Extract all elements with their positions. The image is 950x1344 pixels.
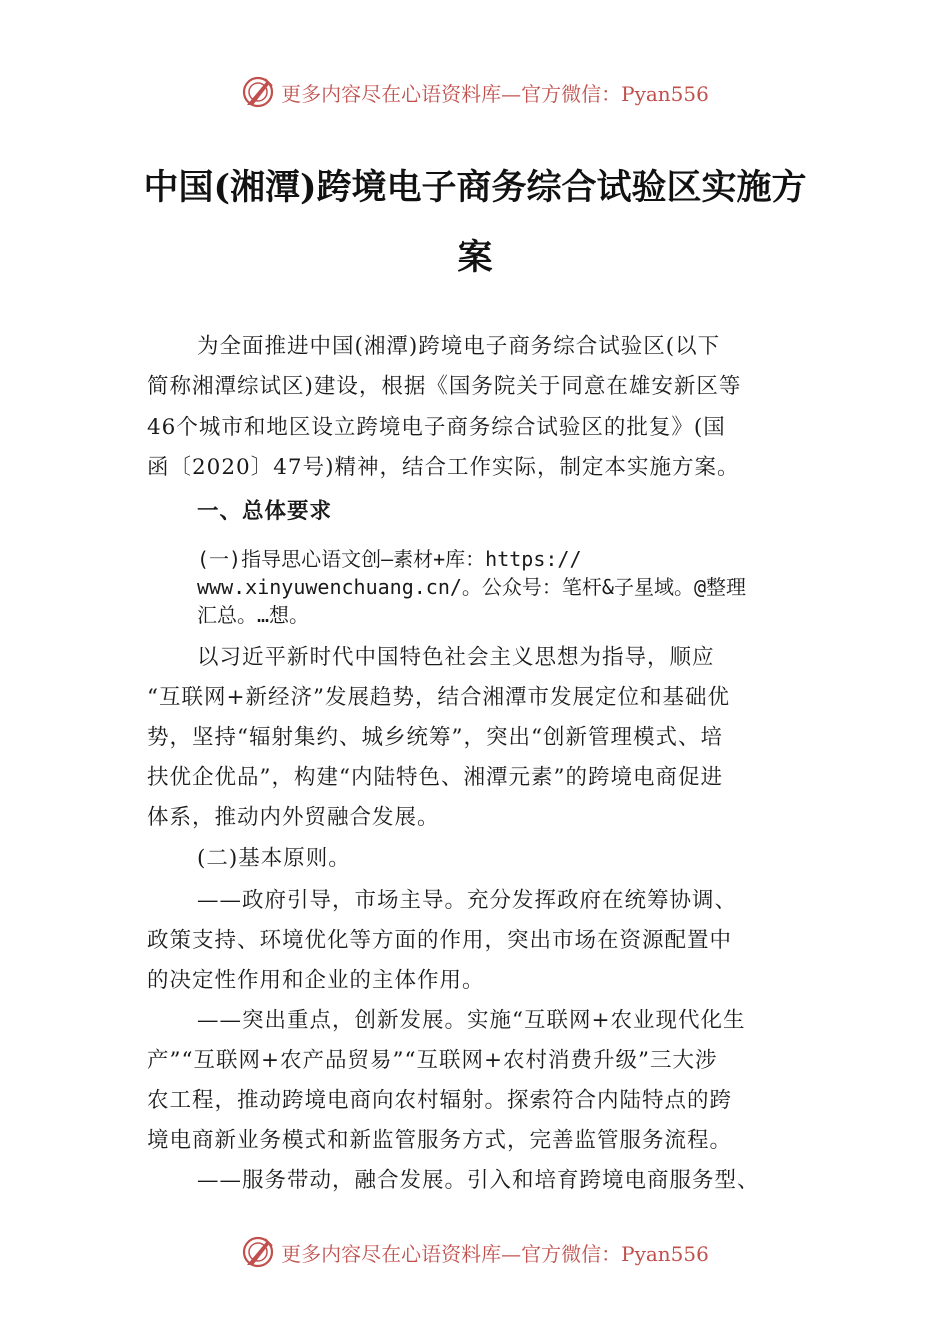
quill-logo-icon xyxy=(241,1235,275,1269)
subsection-line: www.xinyuwenchuang.cn/。公众号：笔杆&子星域。@整理 xyxy=(197,575,746,599)
paragraph-line: 境电商新业务模式和新监管服务方式，完善监管服务流程。 xyxy=(147,1128,733,1153)
paragraph-line: 以习近平新时代中国特色社会主义思想为指导，顺应 xyxy=(197,645,715,670)
document-title-line-2: 案 xyxy=(457,237,493,278)
paragraph-line: 农工程，推动跨境电商向农村辐射。探索符合内陆特点的跨 xyxy=(147,1088,733,1113)
paragraph-line: 政策支持、环境优化等方面的作用，突出市场在资源配置中 xyxy=(147,928,733,953)
paragraph-line: 产”“互联网+农产品贸易”“互联网+农村消费升级”三大涉 xyxy=(147,1048,718,1073)
document-title-line-1: 中国(湘潭)跨境电子商务综合试验区实施方 xyxy=(143,167,807,208)
watermark-text: 更多内容尽在心语资料库—官方微信：Pyan556 xyxy=(281,81,709,106)
subsection-line: 汇总。…想。 xyxy=(197,603,310,627)
paragraph-line: 46个城市和地区设立跨境电子商务综合试验区的批复》(国 xyxy=(147,415,726,440)
section-heading: 一、总体要求 xyxy=(197,499,333,524)
paragraph-line: ——服务带动，融合发展。引入和培育跨境电商服务型、 xyxy=(197,1168,760,1193)
subsection-heading: (二)基本原则。 xyxy=(197,846,351,871)
paragraph-line: 为全面推进中国(湘潭)跨境电子商务综合试验区(以下 xyxy=(197,334,721,359)
paragraph-line: 扶优企优品”，构建“内陆特色、湘潭元素”的跨境电商促进 xyxy=(147,765,723,790)
paragraph-line: 势，坚持“辐射集约、城乡统筹”，突出“创新管理模式、培 xyxy=(147,725,723,750)
paragraph-line: 函〔2020〕47号)精神，结合工作实际，制定本实施方案。 xyxy=(147,455,740,480)
subsection-line: (一)指导思心语文创—素材+库：https:// xyxy=(197,547,582,571)
paragraph-line: 的决定性作用和企业的主体作用。 xyxy=(147,968,485,993)
footer-watermark-banner xyxy=(0,1232,950,1272)
header-watermark-banner xyxy=(0,72,950,112)
quill-logo-icon xyxy=(241,75,275,109)
paragraph-line: ——突出重点，创新发展。实施“互联网+农业现代化生 xyxy=(197,1008,746,1033)
paragraph-line: 体系，推动内外贸融合发展。 xyxy=(147,805,440,830)
paragraph-line: 简称湘潭综试区)建设，根据《国务院关于同意在雄安新区等 xyxy=(147,374,742,399)
paragraph-line: ——政府引导，市场主导。充分发挥政府在统筹协调、 xyxy=(197,888,738,913)
watermark-text: 更多内容尽在心语资料库—官方微信：Pyan556 xyxy=(281,1241,709,1266)
paragraph-line: “互联网+新经济”发展趋势，结合湘潭市发展定位和基础优 xyxy=(147,685,731,710)
